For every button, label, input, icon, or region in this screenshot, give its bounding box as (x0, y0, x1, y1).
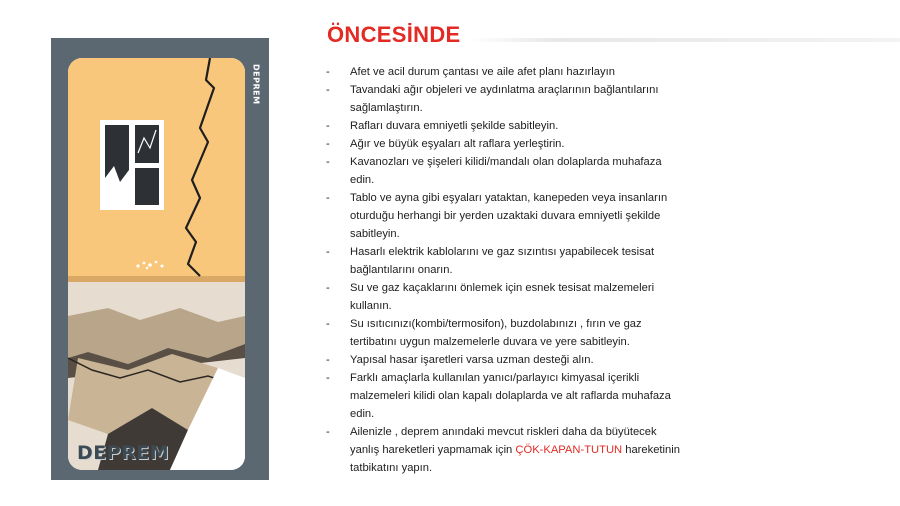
poster-illustration (68, 58, 245, 470)
bullet-marker: - (326, 192, 330, 204)
checklist (326, 63, 686, 477)
poster-title: DEPREM (77, 442, 170, 464)
bullet-marker: - (326, 282, 330, 294)
page-title: ÖNCESİNDE (327, 22, 461, 47)
bullet-marker: - (326, 84, 330, 96)
list-item-text-end: hareketinin tatbikatını yapın. (350, 444, 680, 474)
bullet-marker: - (326, 246, 330, 258)
list-item-text: Rafları duvara emniyetli şekilde sabitleyin. (350, 120, 559, 132)
bullet-marker: - (326, 372, 330, 384)
list-item-text: Afet ve acil durum çantası ve aile afet planı hazırlayın (350, 66, 615, 78)
earthquake-room-illustration (68, 58, 245, 470)
list-item-text: Kavanozları ve şişeleri kilidi/mandalı olan dolaplarda muhafaza edin. (350, 156, 662, 186)
bullet-marker: - (326, 318, 330, 330)
list-item-text: Hasarlı elektrik kablolarını ve gaz sızıntısı yapabilecek tesisat bağlantılarını onarın. (350, 246, 655, 276)
list-item-text: Ailenizle , deprem anındaki mevcut riskleri daha da büyütecek yanlış hareketleri yapmamak için (350, 426, 657, 456)
list-item-text: Ağır ve büyük eşyaları alt raflara yerleştirin. (350, 138, 565, 150)
list-item-text: Su ve gaz kaçaklarını önlemek için esnek tesisat malzemeleri kullanın. (350, 282, 655, 312)
broken-window-icon (100, 120, 164, 210)
bullet-marker: - (326, 354, 330, 366)
list-item (326, 135, 686, 153)
list-item (326, 279, 686, 315)
list-item-text: Su ısıtıcınızı(kombi/termosifon), buzdolabınızı , fırın ve gaz tertibatını uygun malzemelerle duvara ve yere sabitleyin. (350, 318, 642, 348)
bullet-marker: - (326, 426, 330, 438)
list-item (326, 369, 686, 423)
bullet-marker: - (326, 138, 330, 150)
bullet-marker: - (326, 156, 330, 168)
list-item-text: Farklı amaçlarla kullanılan yanıcı/parlayıcı kimyasal içerikli malzemeleri kilidi olan kapalı dolaplarda ve alt raflarda muhafaza edin. (350, 372, 671, 420)
list-item (326, 81, 686, 117)
list-item (326, 63, 686, 81)
list-item (326, 351, 686, 369)
bullet-marker: - (326, 120, 330, 132)
list-item (326, 315, 686, 351)
bullet-marker: - (326, 66, 330, 78)
list-item-text: Tablo ve ayna gibi eşyaları yataktan, kanepeden veya insanların oturduğu herhangi bir yerden uzaktaki duvara emniyetli şekilde sabitleyin. (350, 192, 668, 240)
list-item (326, 423, 686, 477)
list-item-text: Tavandaki ağır objeleri ve aydınlatma araçlarının bağlantılarını sağlamlaştırın. (350, 84, 659, 114)
drop-cover-hold-highlight: ÇÖK-KAPAN-TUTUN (515, 444, 623, 456)
list-item-text: Yapısal hasar işaretleri varsa uzman desteği alın. (350, 354, 594, 366)
poster-side-label: DEPREM (251, 64, 261, 105)
list-item (326, 189, 686, 243)
earthquake-poster (51, 38, 269, 480)
list-item (326, 117, 686, 135)
list-item (326, 243, 686, 279)
list-item (326, 153, 686, 189)
baseboard-shape (68, 276, 245, 282)
